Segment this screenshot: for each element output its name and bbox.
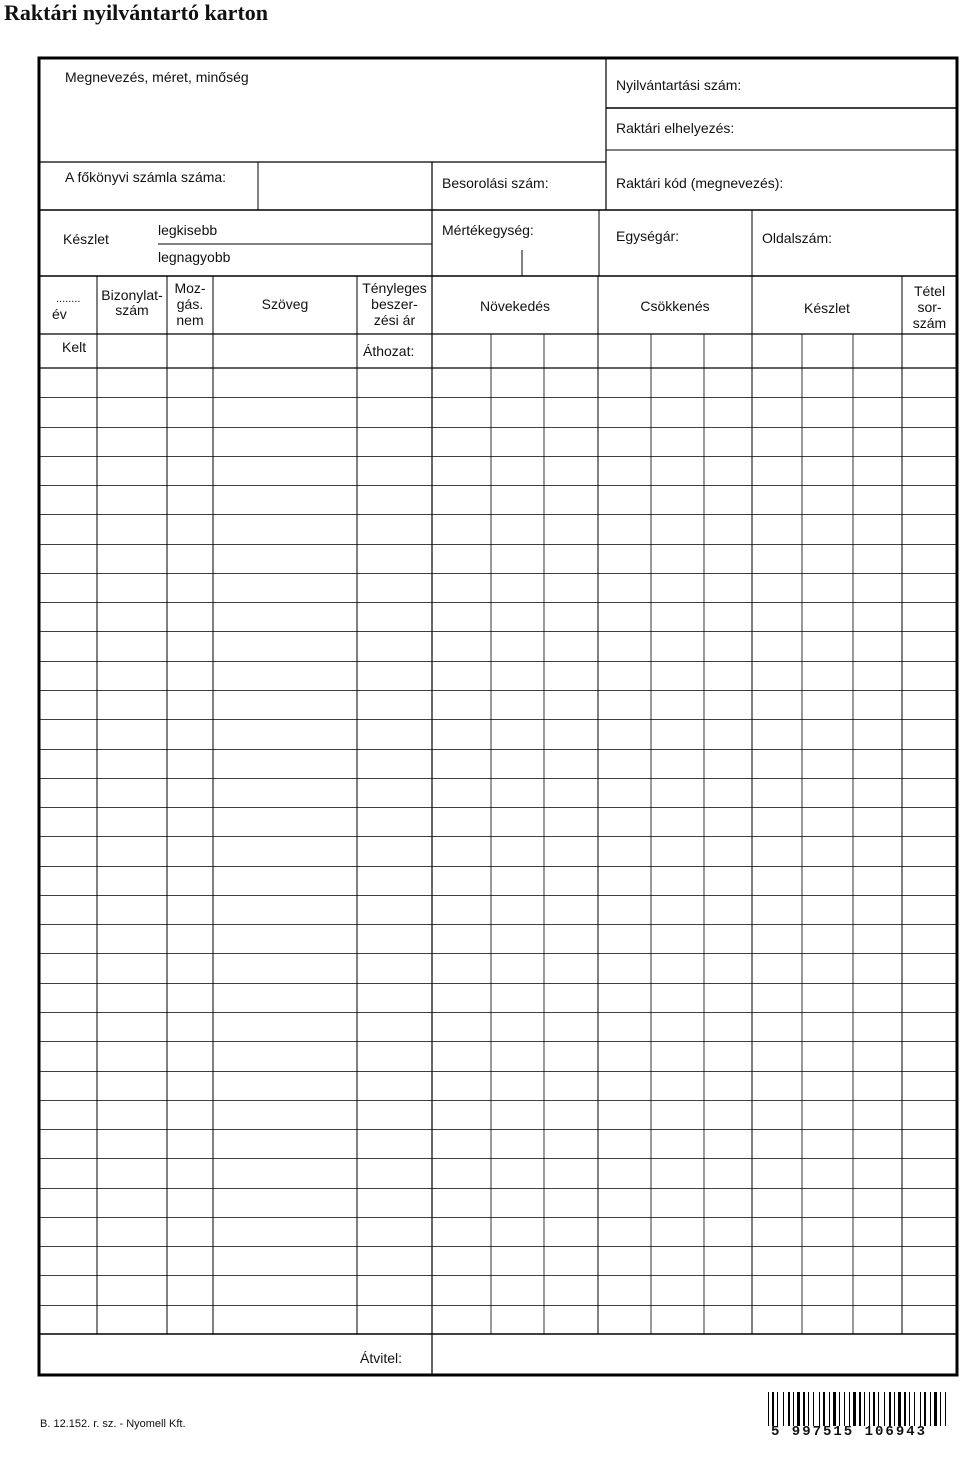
mertekegyseg-label: Mértékegység: xyxy=(442,222,534,238)
nyilvantartasi-szam-label: Nyilvántartási szám: xyxy=(616,77,742,93)
kelt-label: Kelt xyxy=(62,339,87,355)
oldalszam-label: Oldalszám: xyxy=(762,230,833,246)
tetel-label-3: szám xyxy=(912,315,947,331)
novekedes-label: Növekedés xyxy=(479,298,551,314)
megnevezes-label: Megnevezés, méret, minőség xyxy=(65,69,249,85)
egysegar-label: Egységár: xyxy=(616,228,680,244)
legkisebb-label: legkisebb xyxy=(158,222,218,238)
bizonylat-label-2: szám xyxy=(115,302,149,318)
szoveg-label: Szöveg xyxy=(261,296,309,312)
ev-label: év xyxy=(52,306,67,322)
tenyleges-label-1: Tényleges xyxy=(362,280,427,296)
raktari-kod-label: Raktári kód (megnevezés): xyxy=(616,175,784,191)
mozgas-label-2: gás. xyxy=(176,296,204,312)
fokonyvi-szamla-label: A főkönyvi számla száma: xyxy=(65,169,227,185)
tenyleges-label-3: zési ár xyxy=(373,312,416,328)
legnagyobb-label: legnagyobb xyxy=(158,249,231,265)
keszlet-column-label: Készlet xyxy=(804,300,850,316)
bizonylat-label-1: Bizonylat- xyxy=(101,287,163,303)
document-title: Raktári nyilvántartó karton xyxy=(4,0,268,25)
mozgas-label-1: Moz- xyxy=(174,280,206,296)
ev-dots: ........ xyxy=(56,293,81,305)
athozat-label: Áthozat: xyxy=(363,343,415,359)
tenyleges-label-2: beszer- xyxy=(371,296,418,312)
tetel-label-1: Tétel xyxy=(913,283,946,299)
raktari-elhelyezes-label: Raktári elhelyezés: xyxy=(616,120,735,136)
atvitel-label: Átvitel: xyxy=(360,1350,403,1366)
csokkenes-label: Csökkenés xyxy=(640,298,710,314)
barcode-digits: 5 997515 106943 xyxy=(771,1424,928,1440)
keszlet-label: Készlet xyxy=(63,231,109,247)
print-code: B. 12.152. r. sz. - Nyomell Kft. xyxy=(40,1418,186,1430)
tetel-label-2: sor- xyxy=(917,299,942,315)
mozgas-label-3: nem xyxy=(176,312,204,328)
besorolasi-szam-label: Besorolási szám: xyxy=(442,175,549,191)
